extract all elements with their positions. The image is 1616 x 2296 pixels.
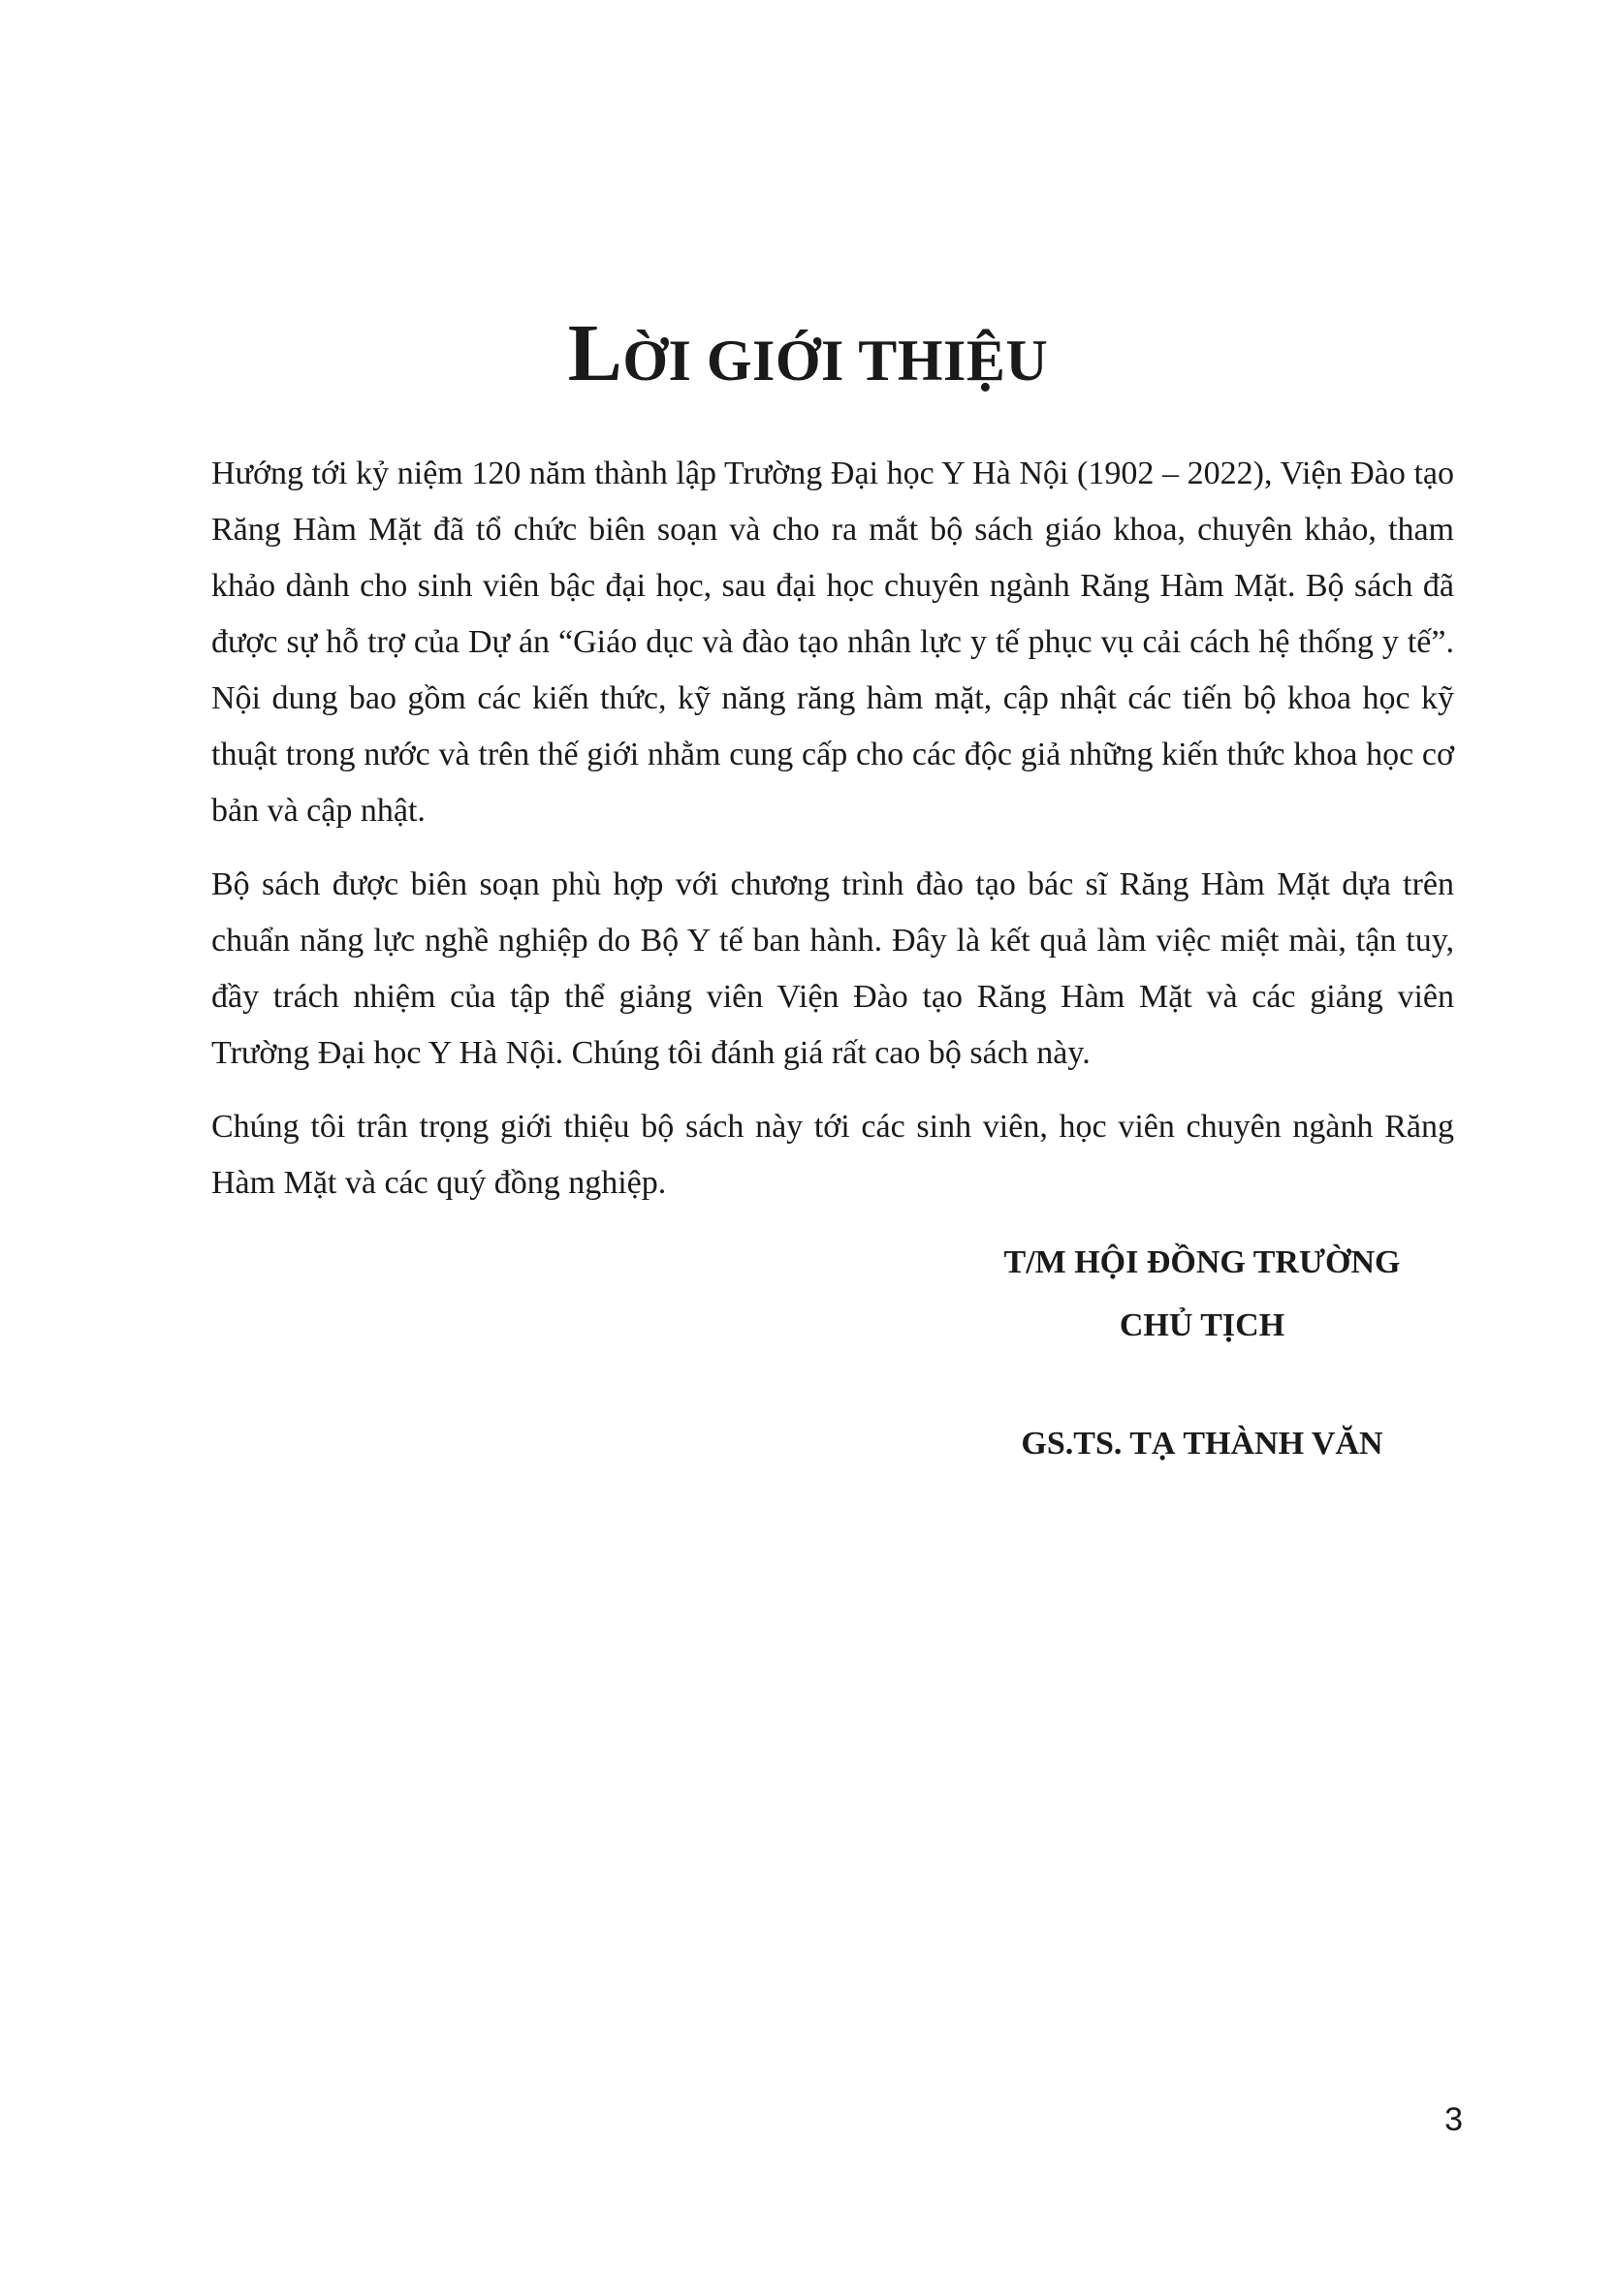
- paragraph-1: Hướng tới kỷ niệm 120 năm thành lập Trường Đại học Y Hà Nội (1902 – 2022), Viện Đào tạo Răng Hàm Mặt đã tổ chức biên soạn và cho ra mắt bộ sách giáo khoa, chuyên khảo, tham khảo dành cho sinh viên bậc đại học, sau đại học chuyên ngành Răng Hàm Mặt. Bộ sách đã được sự hỗ trợ của Dự án “Giáo dục và đào tạo nhân lực y tế phục vụ cải cách hệ thống y tế”. Nội dung bao gồm các kiến thức, kỹ năng răng hàm mặt, cập nhật các tiến bộ khoa học kỹ thuật trong nước và trên thế giới nhằm cung cấp cho các độc giả những kiến thức khoa học cơ bản và cập nhật.: [211, 456, 1454, 829]
- title-rest: ỜI GIỚI THIỆU: [622, 329, 1049, 393]
- body-text: [211, 446, 1454, 1229]
- page-number: 3: [1444, 2101, 1463, 2138]
- paragraph-3: Chúng tôi trân trọng giới thiệu bộ sách này tới các sinh viên, học viên chuyên ngành Răng Hàm Mặt và các quý đồng nghiệp.: [211, 1109, 1454, 1201]
- signature-role: T/M HỘI ĐỒNG TRƯỜNG: [1003, 1244, 1401, 1280]
- page-title: [0, 305, 1616, 403]
- signature-name: GS.TS. TẠ THÀNH VĂN: [1021, 1426, 1383, 1462]
- paragraph-2: Bộ sách được biên soạn phù hợp với chương trình đào tạo bác sĩ Răng Hàm Mặt dựa trên chuẩn năng lực nghề nghiệp do Bộ Y tế ban hành. Đây là kết quả làm việc miệt mài, tận tuy, đầy trách nhiệm của tập thể giảng viên Viện Đào tạo Răng Hàm Mặt và các giảng viên Trường Đại học Y Hà Nội. Chúng tôi đánh giá rất cao bộ sách này.: [211, 866, 1454, 1071]
- title-initial: L: [567, 308, 623, 398]
- signature-title: CHỦ TỊCH: [1119, 1307, 1285, 1343]
